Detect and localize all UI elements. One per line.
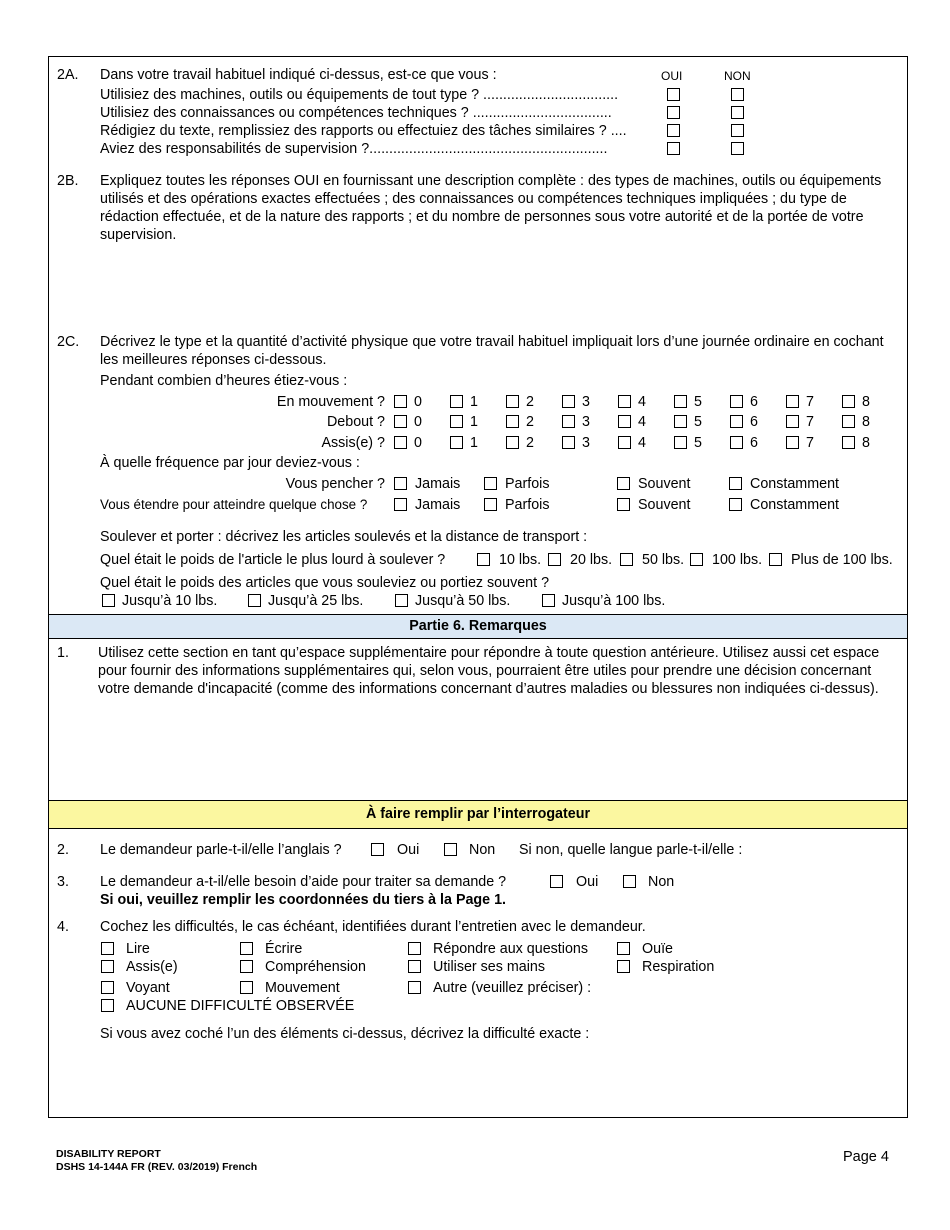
hours-debout-7-label: 7 [806, 414, 814, 430]
q2a-supervision-non-checkbox[interactable] [731, 142, 744, 155]
heaviest-option-1-label: 20 lbs. [570, 552, 613, 568]
q2a-writing-non-checkbox[interactable] [731, 124, 744, 137]
q2c-lift-prompt: Soulever et porter : décrivez les articles soulevés et la distance de transport : [100, 529, 588, 545]
interviewer-q2-number: 2. [57, 842, 69, 858]
difficulty-1-checkbox[interactable] [240, 942, 253, 955]
hours-mouvement-2-checkbox[interactable] [506, 395, 519, 408]
heaviest-option-4-label: Plus de 100 lbs. [791, 552, 893, 568]
hours-mouvement-5-checkbox[interactable] [674, 395, 687, 408]
hours-debout-4-label: 4 [638, 414, 646, 430]
hours-assis-1-label: 1 [470, 435, 478, 451]
hours-assis-2-checkbox[interactable] [506, 436, 519, 449]
hours-mouvement-0-checkbox[interactable] [394, 395, 407, 408]
freq-bend-parfois-label: Parfois [505, 476, 550, 492]
freq-bend-souvent-label: Souvent [638, 476, 691, 492]
hours-debout-4-checkbox[interactable] [618, 415, 631, 428]
hours-debout-0-checkbox[interactable] [394, 415, 407, 428]
q2a-machines-oui-checkbox[interactable] [667, 88, 680, 101]
heaviest-option-0-checkbox[interactable] [477, 553, 490, 566]
remarks-field[interactable] [98, 720, 902, 798]
q2c-text: Décrivez le type et la quantité d’activité physique que votre travail habituel impliquait lors d’une journée ordinaire en cochant les meilleures réponses ci-dessous. [100, 334, 884, 368]
freq-reach-constamment-checkbox[interactable] [729, 498, 742, 511]
difficulty-4-checkbox[interactable] [101, 960, 114, 973]
q2b-answer-field[interactable] [100, 246, 899, 328]
freq-bend-constamment-checkbox[interactable] [729, 477, 742, 490]
q2c-frequent-question: Quel était le poids des articles que vous souleviez ou portiez souvent ? [100, 575, 550, 591]
q2a-oui-header: OUI [661, 69, 683, 83]
difficulty-2-checkbox[interactable] [408, 942, 421, 955]
q2a-supervision-oui-checkbox[interactable] [667, 142, 680, 155]
hours-mouvement-0-label: 0 [414, 394, 422, 410]
q2a-item-supervision: Aviez des responsabilités de supervision ?............................................................ [100, 141, 608, 157]
difficulty-6-checkbox[interactable] [408, 960, 421, 973]
freq-row-label-bend: Vous pencher ? [285, 476, 385, 492]
q2a-technical-oui-checkbox[interactable] [667, 106, 680, 119]
hours-assis-6-checkbox[interactable] [730, 436, 743, 449]
freq-reach-jamais-checkbox[interactable] [394, 498, 407, 511]
difficulty-description-field[interactable] [100, 1048, 899, 1114]
hours-debout-0-label: 0 [414, 414, 422, 430]
q2c-hours-prompt: Pendant combien d’heures étiez-vous : [100, 373, 348, 389]
hours-mouvement-7-label: 7 [806, 394, 814, 410]
part6-q1-number: 1. [57, 645, 69, 661]
difficulty-11-label: AUCUNE DIFFICULTÉ OBSERVÉE [126, 998, 355, 1014]
difficulty-3-checkbox[interactable] [617, 942, 630, 955]
freq-bend-parfois-checkbox[interactable] [484, 477, 497, 490]
q2a-number: 2A. [57, 67, 79, 83]
hours-mouvement-8-label: 8 [862, 394, 870, 410]
freq-reach-jamais-label: Jamais [415, 497, 461, 513]
hours-debout-7-checkbox[interactable] [786, 415, 799, 428]
english-non-checkbox[interactable] [444, 843, 457, 856]
freq-bend-constamment-label: Constamment [750, 476, 839, 492]
hours-debout-1-label: 1 [470, 414, 478, 430]
freq-bend-jamais-checkbox[interactable] [394, 477, 407, 490]
difficulty-8-label: Voyant [126, 980, 170, 996]
difficulty-6-label: Utiliser ses mains [433, 959, 546, 975]
interviewer-describe-prompt: Si vous avez coché l’un des éléments ci-dessus, décrivez la difficulté exacte : [100, 1026, 590, 1042]
freq-reach-souvent-checkbox[interactable] [617, 498, 630, 511]
hours-mouvement-1-label: 1 [470, 394, 478, 410]
hours-debout-6-label: 6 [750, 414, 758, 430]
help-non-label: Non [648, 874, 675, 890]
part6-q1-text: Utilisez cette section en tant qu’espace supplémentaire pour répondre à toute question antérieure. Utilisez aussi cet espace pour fournir des informations supplémentaires qui, selon vous, pourraient être utiles pour prendre une décision concernant votre demande d'incapacité (comme des informations concernant d’autres maladies ou blessures non indiquées ci-dessus). [98, 645, 880, 697]
language-input[interactable] [766, 840, 900, 860]
difficulty-9-checkbox[interactable] [240, 981, 253, 994]
freq-reach-parfois-checkbox[interactable] [484, 498, 497, 511]
hours-mouvement-1-checkbox[interactable] [450, 395, 463, 408]
difficulty-4-label: Assis(e) [126, 959, 178, 975]
hours-assis-7-label: 7 [806, 435, 814, 451]
hours-mouvement-5-label: 5 [694, 394, 702, 410]
page-number: Page 4 [843, 1149, 889, 1165]
freq-reach-souvent-label: Souvent [638, 497, 691, 513]
interviewer-q3-number: 3. [57, 874, 69, 890]
interviewer-q3-text: Le demandeur a-t-il/elle besoin d’aide pour traiter sa demande ? [100, 874, 507, 890]
hours-assis-3-label: 3 [582, 435, 590, 451]
q2a-item-machines: Utilisiez des machines, outils ou équipements de tout type ? .................................. [100, 87, 619, 103]
hours-assis-2-label: 2 [526, 435, 534, 451]
freq-bend-souvent-checkbox[interactable] [617, 477, 630, 490]
freq-row-label-reach: Vous étendre pour atteindre quelque chose ? [100, 497, 368, 512]
help-oui-checkbox[interactable] [550, 875, 563, 888]
hours-row-label-assis: Assis(e) ? [321, 435, 385, 451]
rule-interviewer-bottom [48, 828, 908, 829]
hours-debout-8-label: 8 [862, 414, 870, 430]
rule-part6-bottom [48, 638, 908, 639]
hours-assis-5-checkbox[interactable] [674, 436, 687, 449]
frequent-option-0-label: Jusqu’à 10 lbs. [122, 593, 218, 609]
difficulty-0-checkbox[interactable] [101, 942, 114, 955]
hours-assis-4-label: 4 [638, 435, 646, 451]
hours-mouvement-3-label: 3 [582, 394, 590, 410]
english-oui-checkbox[interactable] [371, 843, 384, 856]
hours-mouvement-6-checkbox[interactable] [730, 395, 743, 408]
difficulty-10-checkbox[interactable] [408, 981, 421, 994]
heaviest-option-2-label: 50 lbs. [642, 552, 685, 568]
hours-debout-2-checkbox[interactable] [506, 415, 519, 428]
freq-reach-parfois-label: Parfois [505, 497, 550, 513]
interviewer-q3-note: Si oui, veuillez remplir les coordonnées du tiers à la Page 1. [100, 892, 507, 908]
difficulty-5-label: Compréhension [265, 959, 366, 975]
frequent-option-1-label: Jusqu’à 25 lbs. [268, 593, 364, 609]
difficulty-5-checkbox[interactable] [240, 960, 253, 973]
heaviest-option-3-label: 100 lbs. [712, 552, 763, 568]
interviewer-q4-text: Cochez les difficultés, le cas échéant, identifiées durant l’entretien avec le demandeur. [100, 919, 646, 935]
hours-assis-8-checkbox[interactable] [842, 436, 855, 449]
difficulty-10-label: Autre (veuillez préciser) : [433, 980, 592, 996]
difficulty-11-checkbox[interactable] [101, 999, 114, 1012]
hours-mouvement-8-checkbox[interactable] [842, 395, 855, 408]
hours-debout-5-checkbox[interactable] [674, 415, 687, 428]
hours-assis-6-label: 6 [750, 435, 758, 451]
footer-form-id [56, 1148, 257, 1174]
english-non-label: Non [469, 842, 496, 858]
difficulty-3-label: Ouïe [642, 941, 673, 957]
help-non-checkbox[interactable] [623, 875, 636, 888]
freq-bend-jamais-label: Jamais [415, 476, 461, 492]
hours-debout-6-checkbox[interactable] [730, 415, 743, 428]
interviewer-q4-number: 4. [57, 919, 69, 935]
frequent-option-3-label: Jusqu’à 100 lbs. [562, 593, 666, 609]
hours-mouvement-6-label: 6 [750, 394, 758, 410]
q2a-intro: Dans votre travail habituel indiqué ci-dessus, est-ce que vous : [100, 67, 497, 83]
hours-debout-8-checkbox[interactable] [842, 415, 855, 428]
hours-debout-3-checkbox[interactable] [562, 415, 575, 428]
interviewer-q2-followup: Si non, quelle langue parle-t-il/elle : [519, 842, 743, 858]
q2a-non-header: NON [724, 69, 751, 83]
hours-mouvement-4-checkbox[interactable] [618, 395, 631, 408]
interviewer-q2-text: Le demandeur parle-t-il/elle l’anglais ? [100, 842, 342, 858]
hours-mouvement-3-checkbox[interactable] [562, 395, 575, 408]
footer-line-1: DISABILITY REPORT [56, 1148, 161, 1160]
difficulty-7-checkbox[interactable] [617, 960, 630, 973]
english-oui-label: Oui [397, 842, 420, 858]
hours-assis-7-checkbox[interactable] [786, 436, 799, 449]
hours-debout-1-checkbox[interactable] [450, 415, 463, 428]
hours-assis-8-label: 8 [862, 435, 870, 451]
q2c-heaviest-question: Quel était le poids de l'article le plus lourd à soulever ? [100, 552, 446, 568]
q2a-item-technical: Utilisiez des connaissances ou compétences techniques ? ................................... [100, 105, 612, 121]
freq-reach-constamment-label: Constamment [750, 497, 839, 513]
hours-assis-4-checkbox[interactable] [618, 436, 631, 449]
q2a-technical-non-checkbox[interactable] [731, 106, 744, 119]
q2b-number: 2B. [57, 173, 79, 189]
hours-row-label-debout: Debout ? [326, 414, 385, 430]
difficulty-2-label: Répondre aux questions [433, 941, 588, 957]
hours-assis-3-checkbox[interactable] [562, 436, 575, 449]
hours-mouvement-7-checkbox[interactable] [786, 395, 799, 408]
difficulty-9-label: Mouvement [265, 980, 340, 996]
difficulty-7-label: Respiration [642, 959, 715, 975]
hours-debout-2-label: 2 [526, 414, 534, 430]
difficulty-1-label: Écrire [265, 941, 303, 957]
hours-debout-3-label: 3 [582, 414, 590, 430]
heaviest-option-2-checkbox[interactable] [620, 553, 633, 566]
q2c-freq-prompt: À quelle fréquence par jour deviez-vous : [100, 455, 360, 471]
frequent-option-2-checkbox[interactable] [395, 594, 408, 607]
heaviest-option-0-label: 10 lbs. [499, 552, 542, 568]
heaviest-option-1-checkbox[interactable] [548, 553, 561, 566]
hours-debout-5-label: 5 [694, 414, 702, 430]
hours-assis-0-checkbox[interactable] [394, 436, 407, 449]
footer-line-2: DSHS 14-144A FR (REV. 03/2019) French [56, 1161, 258, 1173]
q2a-machines-non-checkbox[interactable] [731, 88, 744, 101]
q2b-text: Expliquez toutes les réponses OUI en fournissant une description complète : des types de machines, outils ou équipements utilisés et des opérations exactes effectuées ; des connaissances ou compétences techniques impliquées ; du type de rédaction effectuée, et de la nature des rapports ; et du nombre de personnes sous votre autorité et de la portée de votre supervision. [100, 173, 882, 243]
q2a-writing-oui-checkbox[interactable] [667, 124, 680, 137]
difficulty-0-label: Lire [126, 941, 150, 957]
hours-assis-1-checkbox[interactable] [450, 436, 463, 449]
hours-mouvement-4-label: 4 [638, 394, 646, 410]
q2c-number: 2C. [57, 334, 80, 350]
heaviest-option-4-checkbox[interactable] [769, 553, 782, 566]
hours-assis-5-label: 5 [694, 435, 702, 451]
hours-mouvement-2-label: 2 [526, 394, 534, 410]
heaviest-option-3-checkbox[interactable] [690, 553, 703, 566]
frequent-option-3-checkbox[interactable] [542, 594, 555, 607]
frequent-option-0-checkbox[interactable] [102, 594, 115, 607]
interviewer-header: À faire remplir par l’interrogateur [49, 801, 907, 828]
help-oui-label: Oui [576, 874, 599, 890]
hours-assis-0-label: 0 [414, 435, 422, 451]
frequent-option-2-label: Jusqu’à 50 lbs. [415, 593, 511, 609]
difficulty-8-checkbox[interactable] [101, 981, 114, 994]
hours-row-label-mouvement: En mouvement ? [276, 394, 385, 410]
part6-header: Partie 6. Remarques [49, 615, 907, 638]
frequent-option-1-checkbox[interactable] [248, 594, 261, 607]
q2a-item-writing: Rédigiez du texte, remplissiez des rapports ou effectuiez des tâches similaires ? .... [100, 123, 627, 139]
